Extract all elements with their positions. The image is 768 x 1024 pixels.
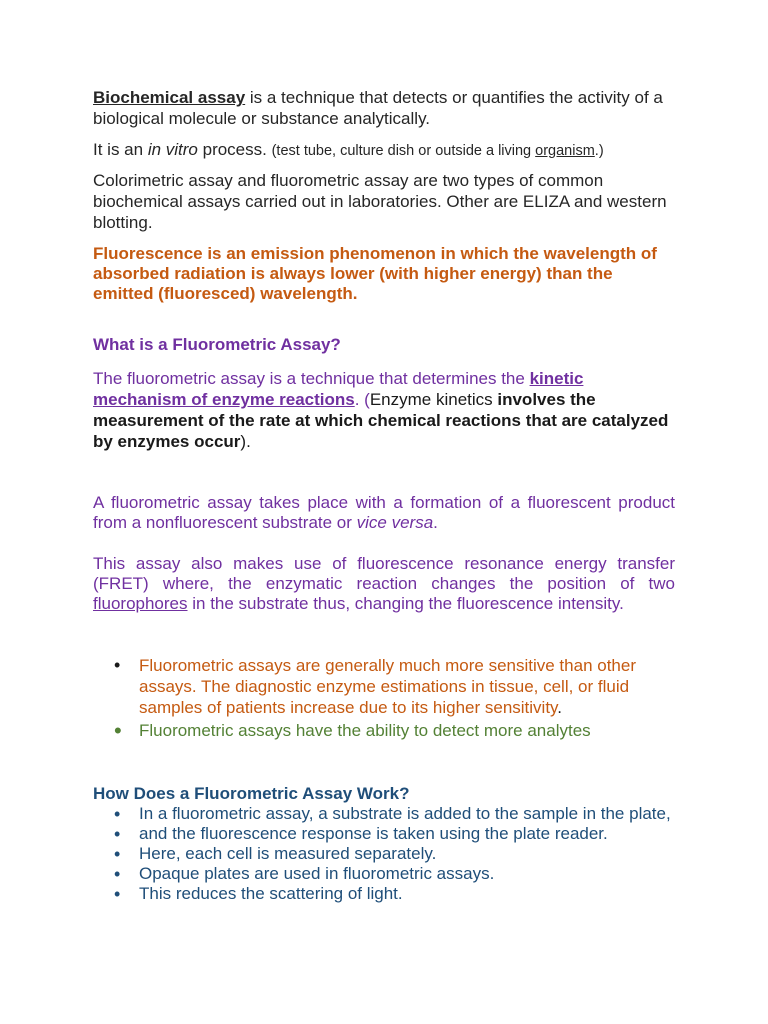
fret-text-end: in the substrate thus, changing the fluorescence intensity. xyxy=(187,594,624,613)
list-item: • and the fluorescence response is taken using the plate reader. xyxy=(93,824,675,844)
how-it-works-bullet-list xyxy=(93,804,675,904)
analytes-bullet-text: Fluorometric assays have the ability to detect more analytes xyxy=(139,721,591,740)
list-item: • Opaque plates are used in fluorometric assays. xyxy=(93,864,675,884)
in-vitro-term: in vitro xyxy=(147,140,198,159)
enzyme-kinetics-label: Enzyme kinetics xyxy=(369,390,498,409)
section-heading-how-it-works: How Does a Fluorometric Assay Work? xyxy=(93,784,410,803)
list-item xyxy=(93,655,675,718)
in-vitro-suffix: process. xyxy=(197,140,272,159)
biochemical-assay-link[interactable]: Biochemical assay xyxy=(93,88,246,107)
list-item: • In a fluorometric assay, a substrate is added to the sample in the plate, xyxy=(93,804,675,824)
fret-paragraph xyxy=(93,554,675,614)
fluorescent-product-text: A fluorometric assay takes place with a formation of a fluorescent product from a nonfluorescent substrate or xyxy=(93,493,675,532)
in-vitro-note-close: .) xyxy=(594,143,604,159)
sensitivity-bullet-text: Fluorometric assays are generally much more sensitive than other assays. The diagnostic enzyme estimations in tissue, cell, or fluid samples of patients increase due to its higher sensitivity xyxy=(139,656,636,717)
sensitivity-bullet-list xyxy=(93,655,675,741)
kinetic-paragraph xyxy=(93,368,675,452)
in-vitro-paragraph xyxy=(93,139,675,162)
kinetic-lead: The fluorometric assay is a technique that determines the xyxy=(93,369,530,388)
kinetic-mechanism-link[interactable]: kinetic mechanism of enzyme reactions xyxy=(93,369,584,409)
list-item: • Here, each cell is measured separately. xyxy=(93,844,675,864)
fluorescent-product-paragraph xyxy=(93,493,675,533)
fluorophores-link[interactable]: fluorophores xyxy=(93,594,188,613)
organism-link[interactable]: organism xyxy=(535,143,595,159)
intro-definition: is a technique that detects or quantifies the activity of a biological molecule or substance analytically. xyxy=(93,88,663,128)
list-item: • This reduces the scattering of light. xyxy=(93,884,675,904)
kinetic-close: ). xyxy=(240,432,251,451)
sensitivity-bullet-end: . xyxy=(557,698,563,717)
kinetic-after-link: . ( xyxy=(354,390,370,409)
fluorescent-product-end: . xyxy=(433,513,438,532)
intro-paragraph xyxy=(93,87,675,129)
enzyme-kinetics-definition: involves the measurement of the rate at which chemical reactions that are catalyzed by enzymes occur xyxy=(93,390,669,451)
list-item xyxy=(93,720,675,741)
colorimetric-paragraph: Colorimetric assay and fluorometric assay are two types of common biochemical assays carried out in laboratories. Other are ELIZA and western blotting. xyxy=(93,171,667,232)
in-vitro-note-open: (test tube, culture dish or outside a living xyxy=(271,143,536,159)
fret-text-start: This assay also makes use of fluorescence resonance energy transfer (FRET) where, the enzymatic reaction changes the position of two xyxy=(93,554,675,593)
section-heading-what-is: What is a Fluorometric Assay? xyxy=(93,335,341,354)
in-vitro-note xyxy=(272,143,604,159)
in-vitro-prefix: It is an xyxy=(93,140,148,159)
fluorescence-definition: Fluorescence is an emission phenomenon in which the wavelength of absorbed radiation is always lower (with higher energy) than the emitted (fluoresced) wavelength. xyxy=(93,244,657,303)
vice-versa-term: vice versa xyxy=(356,513,434,532)
